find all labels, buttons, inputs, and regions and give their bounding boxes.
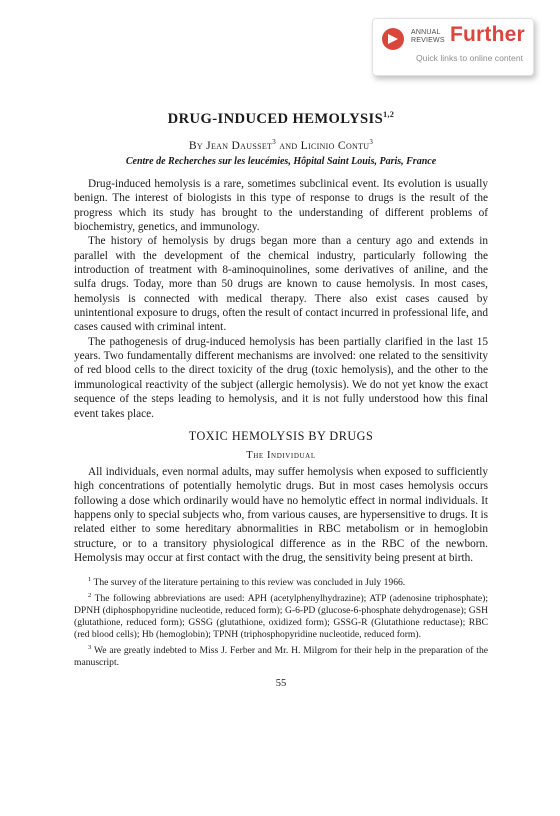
article-page bbox=[74, 106, 488, 689]
badge-brand-line1: ANNUAL bbox=[411, 29, 441, 36]
body-paragraph-1: Drug-induced hemolysis is a rare, sometimes subclinical event. Its evolution is usually benign. The interest of biologists in this type of response to drugs is the result of the progress which its study has brought to the understanding of different problems of biochemistry, genetics, and immunology. bbox=[74, 178, 488, 234]
footnote-2 bbox=[74, 590, 488, 642]
page-number: 55 bbox=[275, 678, 287, 689]
badge-subtitle: Quick links to online content bbox=[416, 53, 524, 63]
author-2: Licinio Contu bbox=[300, 139, 370, 152]
article-title-footnote-mark: 1,2 bbox=[383, 110, 395, 119]
body-paragraph-2: The history of hemolysis by drugs began more than a century ago and extends in parallel with the development of the chemical industry, particularly following the introduction of treatment with 8-aminoquinolines, some derivatives of aniline, and the sulfa drugs. Today, more than 50 drugs are known to cause hemolysis. In most cases, hemolysis is connected with medical therapy. There also exist cases caused by unintentional exposure to drugs, often the result of contact incurred in professional life, and cases caused with criminal intent. bbox=[74, 235, 488, 334]
badge-brand-line2: REVIEWS bbox=[411, 37, 445, 44]
author-1-footnote-mark: 3 bbox=[272, 138, 277, 146]
footnote-3-text: We are greatly indebted to Miss J. Ferber and Mr. H. Milgrom for their help in the preparation of the manuscript. bbox=[74, 644, 488, 668]
footnotes bbox=[74, 574, 488, 669]
article-title bbox=[74, 106, 488, 128]
footnote-1-text: The survey of the literature pertaining to this review was concluded in July 1966. bbox=[93, 577, 406, 589]
article-authors bbox=[74, 135, 488, 153]
section-subheading: The Individual bbox=[246, 449, 316, 461]
author-1: Jean Dausset bbox=[206, 139, 273, 152]
article-body bbox=[74, 177, 488, 565]
authors-by: By bbox=[188, 139, 203, 152]
authors-and: and bbox=[279, 139, 298, 152]
footnote-2-mark: 2 bbox=[88, 591, 92, 599]
body-paragraph-3: The pathogenesis of drug-induced hemolysis has been partially clarified in the last 15 years. Two fundamentally different mechanisms are involved: one related to the sensitivity of red blood cells to the direct toxicity of the drug (toxic hemolysis), and the other to the immunological reactivity of the subject (allergic hemolysis). We do not yet know the exact sequence of the steps leading to hemolysis, and it is not fully understood how this final event takes place. bbox=[74, 335, 488, 420]
author-affiliation: Centre de Recherches sur les leucémies, Hôpital Saint Louis, Paris, France bbox=[125, 156, 437, 167]
badge-brand bbox=[411, 29, 445, 45]
footnote-1-mark: 1 bbox=[88, 576, 92, 584]
annual-reviews-further-badge[interactable] bbox=[372, 18, 534, 76]
section-heading: TOXIC HEMOLYSIS BY DRUGS bbox=[188, 428, 374, 443]
footnote-3-mark: 3 bbox=[88, 643, 92, 651]
author-2-footnote-mark: 3 bbox=[369, 138, 374, 146]
article-title-text: DRUG-INDUCED HEMOLYSIS bbox=[167, 111, 384, 127]
footnote-2-text: The following abbreviations are used: APH (acetylphenylhydrazine); ATP (adenosine triphosphate); DPNH (diphosphopyridine nucleotide, reduced form); G-6-PD (glucose-6-phosphate dehydrogenase); GSH (glutathione, reduced form); GSSG (glutathione, oxidized form); GSSG-R (Glutathione reductase); RBC (red blood cells); Hb (hemoglobin); TPNH (triphosphopyridine nucleotide, reduced form). bbox=[74, 592, 488, 641]
section-paragraph: All individuals, even normal adults, may suffer hemolysis when exposed to sufficiently high concentrations of potentially hemolytic drugs. But in most cases hemolysis occurs following a dose which ordinarily would have no hemolytic effect in normal individuals. It happens only to special subjects who, from various causes, are hypersensitive to drugs. It is related either to some hereditary abnormalities in RBC metabolism or in hemoglobin structure, or to a transitory physiological difference as in the RBC of the newborn. Hemolysis may occur at first contact with the drug, the sensitivity being present at birth. bbox=[74, 465, 488, 564]
footnote-1 bbox=[74, 574, 488, 589]
badge-further-label: Further bbox=[450, 23, 525, 46]
footnote-3 bbox=[74, 642, 488, 670]
annual-reviews-logo-icon bbox=[382, 28, 404, 50]
